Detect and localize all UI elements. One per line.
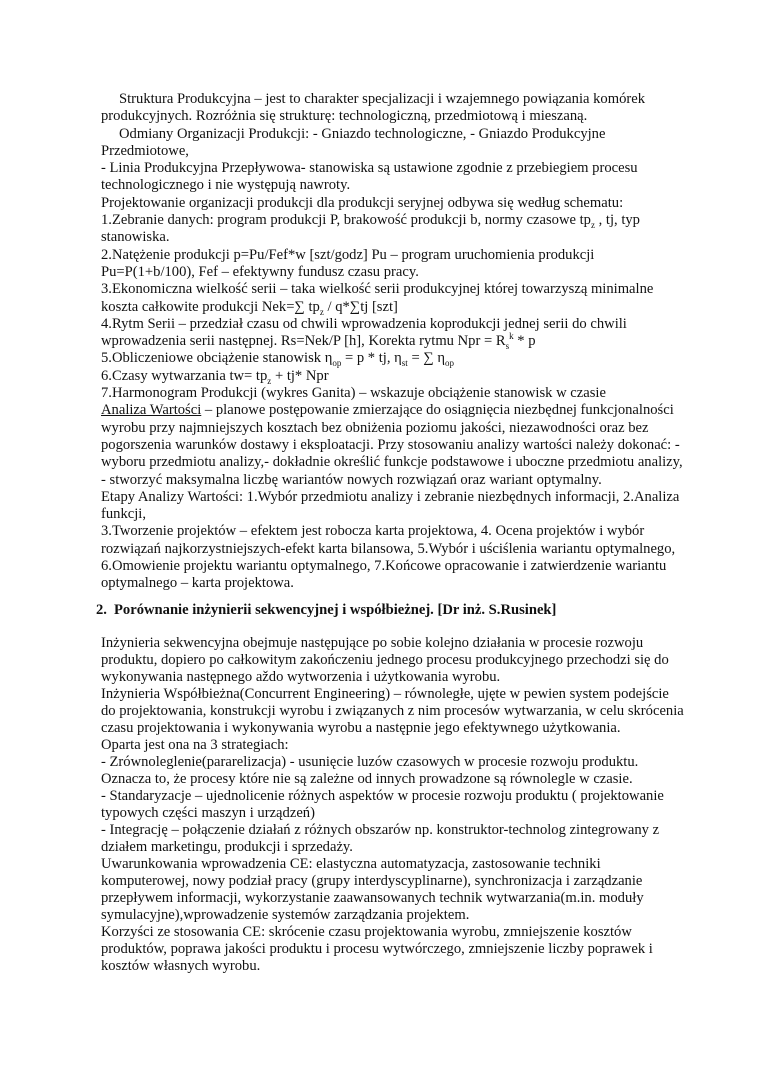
- text-segment: * p: [513, 333, 536, 350]
- text-segment: - Integrację – połączenie działań z różnych obszarów np. konstruktor-technolog zintegrowany z: [101, 821, 660, 838]
- text-segment: czasu projektowania i wykonywania wyrobu a następnie jego efektywnego użytkowania.: [101, 719, 621, 736]
- text-line: [101, 754, 701, 771]
- text-line: [101, 805, 701, 822]
- text-line: [101, 635, 701, 652]
- text-segment: pogorszenia warunków dostawy i eksploatacji. Przy stosowaniu analizy wartości należy dokonać: -: [101, 436, 680, 453]
- text-segment: Korzyści ze stosowania CE: skrócenie czasu projektowania wyrobu, zmniejszenie kosztów: [101, 923, 632, 940]
- text-segment: wyboru przedmiotu analizy,- dokładnie określić funkcje podstawowe i uboczne przedmiotu analizy,: [101, 454, 683, 471]
- text-segment: – planowe postępowanie zmierzające do osiągnięcia niezbędnej funkcjonalności: [201, 402, 674, 419]
- text-segment: Projektowanie organizacji produkcji dla produkcji seryjnej odbywa się według schematu:: [101, 194, 624, 211]
- text-segment: 4.Rytm Serii – przedział czasu od chwili wprowadzenia koprodukcji jednej serii do chwili: [101, 315, 627, 332]
- text-line: [101, 108, 701, 125]
- text-segment: = p * tj, η: [341, 350, 402, 367]
- heading-title: Porównanie inżynierii sekwencyjnej i współbieżnej. [Dr inż. S.Rusinek]: [114, 601, 557, 618]
- text-line: [101, 212, 701, 229]
- text-segment: - stworzyć maksymalna liczbę wariantów nowych rozwiązań oraz wariant optymalny.: [101, 471, 602, 488]
- text-line: [101, 195, 701, 212]
- text-segment: 6.Czasy wytwarzania tw= tp: [101, 367, 268, 384]
- text-line: [101, 506, 701, 523]
- text-line: [101, 958, 701, 975]
- text-segment: Etapy Analizy Wartości: 1.Wybór przedmiotu analizy i zebranie niezbędnych informacji, 2.Analiza: [101, 488, 680, 505]
- text-line: [101, 924, 701, 941]
- text-segment: 1.Zebranie danych: program produkcji P, brakowość produkcji b, normy czasowe tp: [101, 212, 591, 229]
- subscript: op: [445, 358, 455, 369]
- text-line: [101, 350, 701, 367]
- text-segment: produktu, dopiero po całkowitym zakończeniu jednego procesu produkcyjnego przechodzi się do: [101, 651, 669, 668]
- text-line: [101, 558, 701, 575]
- text-line: [101, 402, 701, 419]
- text-line: [101, 737, 701, 754]
- text-line: [101, 368, 701, 385]
- text-line: [101, 575, 701, 592]
- text-segment: działem marketingu, produkcji i sprzedaży.: [101, 838, 353, 855]
- document-page: [96, 91, 701, 975]
- text-segment: wykonywania następnego aždo wytworzenia i użytkowania wyrobu.: [101, 668, 501, 685]
- text-segment: funkcji,: [101, 506, 146, 523]
- text-segment: kosztów własnych wyrobu.: [101, 957, 261, 974]
- text-segment: koszta całkowite produkcji Nek=∑ tp: [101, 298, 320, 315]
- section-engineering-comparison: [101, 635, 701, 975]
- text-segment: technologicznego i nie występują nawroty.: [101, 177, 351, 194]
- text-segment: produktów, poprawa jakości produktu i procesu wytwórczego, zmniejszenie liczby poprawek i: [101, 940, 653, 957]
- subscript: st: [401, 358, 408, 369]
- text-line: [101, 890, 701, 907]
- text-segment: stanowiska.: [101, 229, 170, 246]
- text-line: [101, 333, 701, 350]
- text-line: [101, 873, 701, 890]
- text-segment: optymalnego – karta projektowa.: [101, 575, 294, 592]
- text-line: [101, 437, 701, 454]
- text-line: [101, 720, 701, 737]
- text-line: [101, 454, 701, 471]
- underlined-term: Analiza Wartości: [101, 402, 202, 419]
- text-line: [101, 281, 701, 298]
- text-line: [101, 385, 701, 402]
- subscript: s: [505, 341, 510, 352]
- text-segment: Inżynieria sekwencyjna obejmuje następujące po sobie kolejno działania w procesie rozwoju: [101, 634, 644, 651]
- heading-number: 2.: [96, 601, 107, 618]
- text-line: [101, 299, 701, 316]
- subscript: z: [267, 375, 272, 386]
- supscript: k: [509, 331, 514, 342]
- text-segment: 2.Natężenie produkcji p=Pu/Fef*w [szt/godz] Pu – program uruchomienia produkcji: [101, 246, 595, 263]
- text-segment: 3.Tworzenie projektów – efektem jest robocza karta projektowa, 4. Ocena projektów i wybór: [101, 523, 645, 540]
- text-line: [101, 652, 701, 669]
- text-segment: Odmiany Organizacji Produkcji: - Gniazdo technologiczne, - Gniazdo Produkcyjne: [119, 125, 606, 142]
- text-segment: Uwarunkowania wprowadzenia CE: elastyczna automatyzacja, zastosowanie techniki: [101, 855, 601, 872]
- text-segment: do projektowania, konstrukcji wyrobu i związanych z nim procesów wytwarzania, w celu skrócenia: [101, 702, 684, 719]
- text-line: [101, 703, 701, 720]
- text-segment: przepływem informacji, wykorzystanie zaawansowanych technik wytwarzania(m.in. moduły: [101, 889, 644, 906]
- text-line: [101, 247, 701, 264]
- text-segment: - Linia Produkcyjna Przepływowa- stanowiska są ustawione zgodnie z przebiegiem procesu: [101, 160, 638, 177]
- subscript: z: [590, 219, 595, 230]
- text-line: [101, 229, 701, 246]
- text-line: [101, 489, 701, 506]
- text-segment: Struktura Produkcyjna – jest to charakter specjalizacji i wzajemnego powiązania komórek: [119, 91, 645, 107]
- text-segment: , tj, typ: [594, 212, 640, 229]
- text-line: [101, 316, 701, 333]
- text-segment: = ∑ η: [407, 350, 446, 367]
- text-line: [101, 523, 701, 540]
- text-segment: komputerowej, nowy podział pracy (grupy interdyscyplinarne), synchronizacja i zarządzanie: [101, 872, 643, 889]
- text-line: [101, 264, 701, 281]
- text-segment: Oparta jest ona na 3 strategiach:: [101, 736, 289, 753]
- text-segment: Przedmiotowe,: [101, 142, 189, 159]
- text-line: [101, 686, 701, 703]
- text-segment: produkcyjnych. Rozróżnia się strukturę: technologiczną, przedmiotową i mieszaną.: [101, 108, 588, 125]
- text-line: [101, 839, 701, 856]
- text-line: [101, 126, 701, 143]
- text-segment: Pu=P(1+b/100), Fef – efektywny fundusz czasu pracy.: [101, 263, 419, 280]
- text-line: [101, 91, 701, 108]
- text-segment: Oznacza to, że procesy które nie są zależne od innych prowadzone są równolegle w czasie.: [101, 770, 633, 787]
- text-line: [101, 941, 701, 958]
- text-segment: 6.Omowienie projektu wariantu optymalnego, 7.Końcowe opracowanie i zatwierdzenie wariantu: [101, 558, 667, 575]
- text-line: [101, 771, 701, 788]
- text-line: [101, 177, 701, 194]
- text-segment: + tj* Npr: [271, 367, 329, 384]
- text-line: [101, 788, 701, 805]
- text-line: [101, 143, 701, 160]
- text-segment: 7.Harmonogram Produkcji (wykres Ganita) – wskazuje obciążenie stanowisk w czasie: [101, 385, 606, 402]
- text-segment: / q*∑tj [szt]: [323, 298, 398, 315]
- text-line: [101, 160, 701, 177]
- text-line: [101, 420, 701, 437]
- text-segment: 3.Ekonomiczna wielkość serii – taka wielkość serii produkcyjnej której towarzyszą minimalne: [101, 281, 654, 298]
- text-line: [101, 669, 701, 686]
- text-segment: Inżynieria Współbieżna(Concurrent Engineering) – równoległe, ujęte w pewien system podejście: [101, 685, 669, 702]
- text-segment: rozwiązań najkorzystniejszych-efekt karta bilansowa, 5.Wybór i uściślenia wariantu optymalnego,: [101, 540, 676, 557]
- text-segment: wprowadzenia serii następnej. Rs=Nek/P [h], Korekta rytmu Npr = R: [101, 333, 506, 350]
- text-line: [101, 907, 701, 924]
- text-segment: wyrobu przy najmniejszych kosztach bez obniżenia poziomu jakości, niezawodności oraz bez: [101, 419, 649, 436]
- subscript: z: [319, 306, 324, 317]
- text-line: [101, 822, 701, 839]
- text-line: [101, 856, 701, 873]
- text-segment: symulacyjne),wprowadzenie systemów zarządzania projektem.: [101, 906, 470, 923]
- text-segment: - Standaryzacje – ujednolicenie różnych aspektów w procesie rozwoju produktu ( projektowanie: [101, 787, 664, 804]
- subscript: op: [332, 358, 342, 369]
- text-segment: - Zrównoleglenie(pararelizacja) - usunięcie luzów czasowych w procesie rozwoju produktu.: [101, 753, 639, 770]
- text-line: [101, 472, 701, 489]
- text-segment: 5.Obliczeniowe obciążenie stanowisk η: [101, 350, 333, 367]
- section-heading: [96, 601, 701, 619]
- section-production-organization: [101, 91, 701, 593]
- text-line: [101, 541, 701, 558]
- text-segment: typowych części maszyn i urządzeń): [101, 804, 315, 821]
